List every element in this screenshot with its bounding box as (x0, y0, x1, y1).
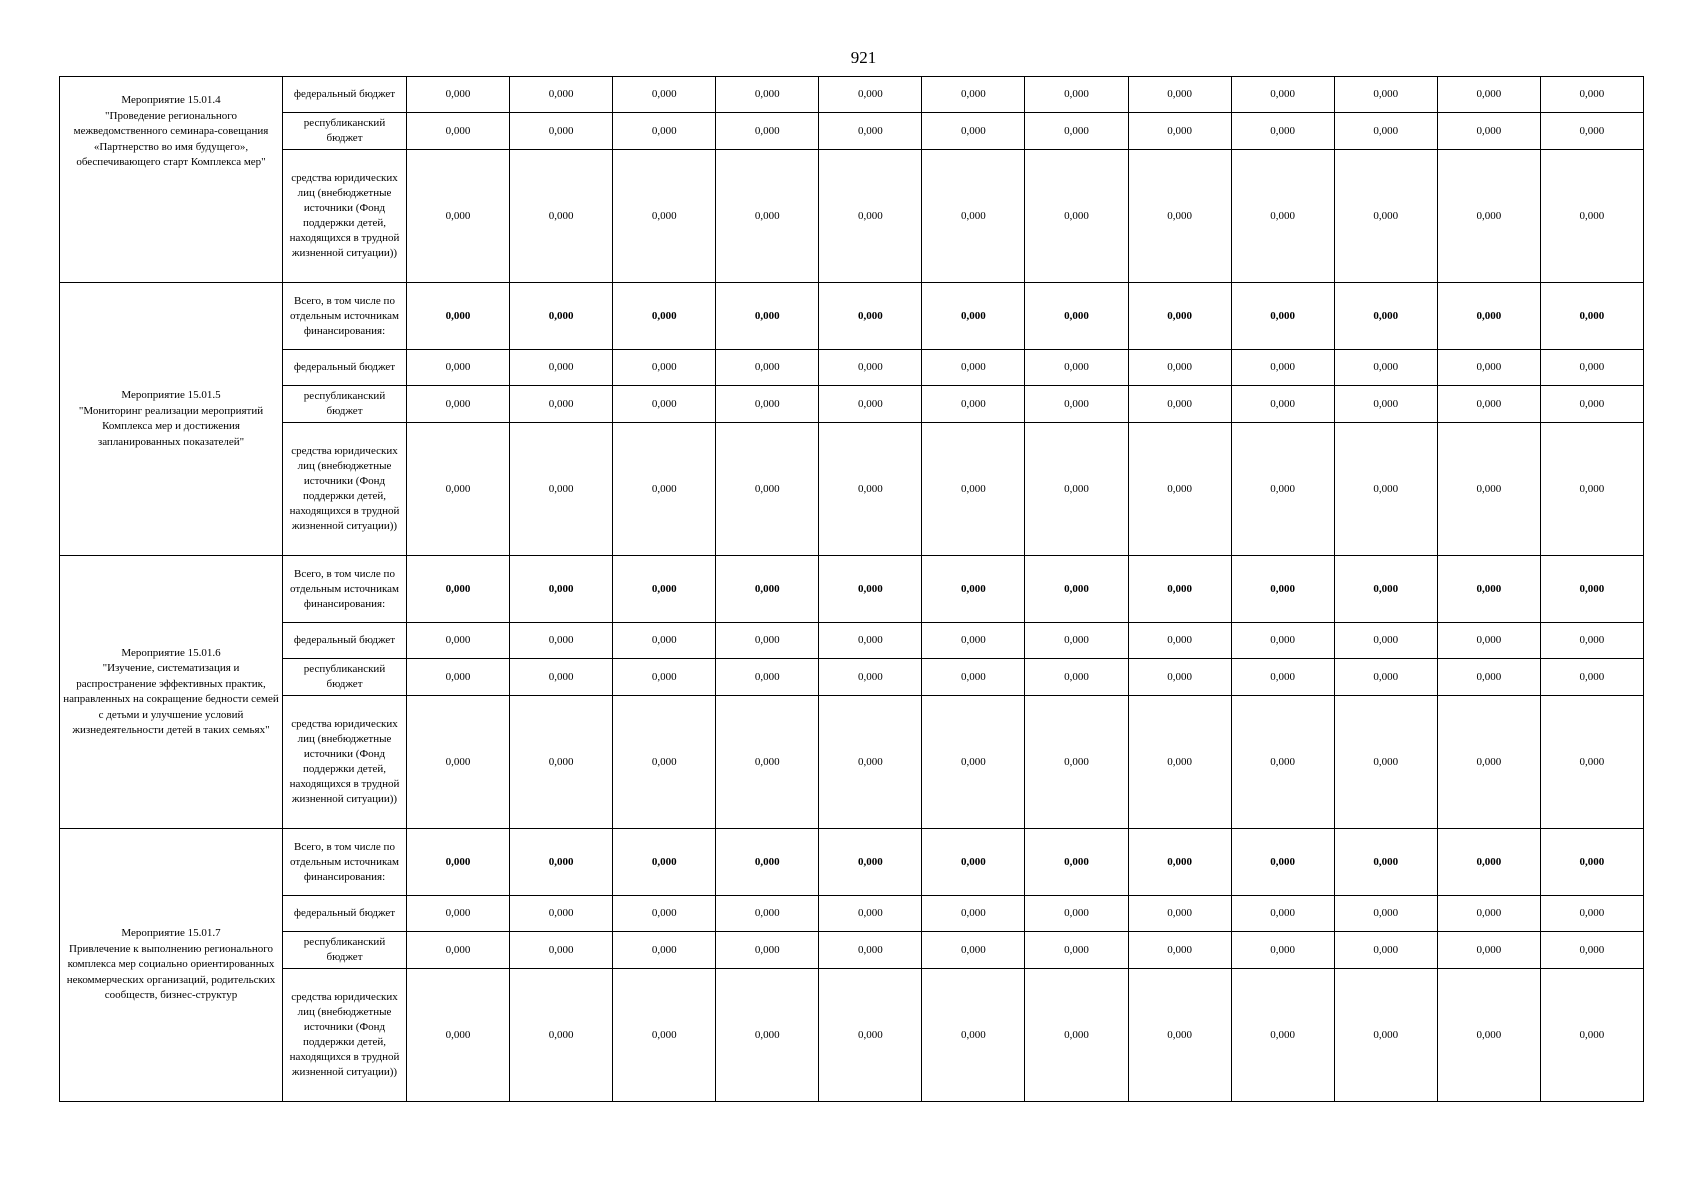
value-cell: 0,000 (1437, 113, 1540, 150)
value-cell: 0,000 (1334, 556, 1437, 623)
value-cell: 0,000 (613, 150, 716, 283)
value-cell: 0,000 (407, 556, 510, 623)
value-cell: 0,000 (922, 829, 1025, 896)
value-cell: 0,000 (1231, 350, 1334, 386)
table-row (60, 113, 1644, 150)
value-cell: 0,000 (510, 113, 613, 150)
value-cell: 0,000 (1231, 556, 1334, 623)
value-cell: 0,000 (819, 113, 922, 150)
value-cell: 0,000 (510, 659, 613, 696)
funding-source-cell: средства юридических лиц (внебюджетные источники (Фонд поддержки детей, находящихся в трудной жизненной ситуации)) (283, 696, 407, 829)
value-cell: 0,000 (1231, 659, 1334, 696)
value-cell: 0,000 (407, 623, 510, 659)
value-cell: 0,000 (1437, 556, 1540, 623)
value-cell: 0,000 (1540, 113, 1643, 150)
value-cell: 0,000 (1334, 386, 1437, 423)
event-code: Мероприятие 15.01.6 (121, 646, 221, 659)
value-cell: 0,000 (1128, 932, 1231, 969)
value-cell: 0,000 (407, 932, 510, 969)
value-cell: 0,000 (716, 829, 819, 896)
value-cell: 0,000 (1231, 829, 1334, 896)
table-row (60, 77, 1644, 113)
value-cell: 0,000 (613, 283, 716, 350)
funding-source-cell: Всего, в том числе по отдельным источникам финансирования: (283, 556, 407, 623)
value-cell: 0,000 (1437, 77, 1540, 113)
value-cell: 0,000 (407, 659, 510, 696)
value-cell: 0,000 (510, 623, 613, 659)
value-cell: 0,000 (1540, 932, 1643, 969)
value-cell: 0,000 (407, 350, 510, 386)
value-cell: 0,000 (1540, 150, 1643, 283)
table-row (60, 659, 1644, 696)
funding-table (59, 76, 1644, 1102)
value-cell: 0,000 (1025, 932, 1128, 969)
value-cell: 0,000 (510, 350, 613, 386)
value-cell: 0,000 (613, 696, 716, 829)
event-title: "Изучение, систематизация и распространение эффективных практик, направленных на сокращение бедности семей с детьми и улучшение условий жизнедеятельности детей в таких семьях" (63, 662, 279, 736)
funding-source-cell: республиканский бюджет (283, 932, 407, 969)
value-cell: 0,000 (1128, 386, 1231, 423)
value-cell: 0,000 (1025, 423, 1128, 556)
value-cell: 0,000 (1025, 556, 1128, 623)
value-cell: 0,000 (510, 150, 613, 283)
value-cell: 0,000 (1025, 659, 1128, 696)
value-cell: 0,000 (922, 932, 1025, 969)
value-cell: 0,000 (819, 77, 922, 113)
event-code: Мероприятие 15.01.4 (121, 94, 221, 106)
value-cell: 0,000 (1334, 896, 1437, 932)
value-cell: 0,000 (922, 350, 1025, 386)
value-cell: 0,000 (716, 623, 819, 659)
value-cell: 0,000 (1128, 423, 1231, 556)
value-cell: 0,000 (1231, 969, 1334, 1102)
table-row (60, 932, 1644, 969)
value-cell: 0,000 (1128, 113, 1231, 150)
value-cell: 0,000 (819, 350, 922, 386)
funding-source-cell: федеральный бюджет (283, 77, 407, 113)
value-cell: 0,000 (510, 932, 613, 969)
funding-source-cell: федеральный бюджет (283, 623, 407, 659)
value-cell: 0,000 (716, 932, 819, 969)
table-row (60, 829, 1644, 896)
table-row (60, 896, 1644, 932)
table-row (60, 150, 1644, 283)
table-row (60, 623, 1644, 659)
value-cell: 0,000 (716, 150, 819, 283)
value-cell: 0,000 (1231, 283, 1334, 350)
value-cell: 0,000 (613, 350, 716, 386)
page-number: 921 (850, 48, 877, 67)
value-cell: 0,000 (1540, 829, 1643, 896)
value-cell: 0,000 (407, 386, 510, 423)
value-cell: 0,000 (613, 77, 716, 113)
funding-source-cell: Всего, в том числе по отдельным источникам финансирования: (283, 283, 407, 350)
value-cell: 0,000 (922, 896, 1025, 932)
value-cell: 0,000 (1540, 386, 1643, 423)
value-cell: 0,000 (819, 659, 922, 696)
event-title: "Мониторинг реализации мероприятий Комплекса мер и достижения запланированных показателей" (78, 404, 264, 448)
value-cell: 0,000 (510, 829, 613, 896)
value-cell: 0,000 (1128, 350, 1231, 386)
value-cell: 0,000 (1025, 696, 1128, 829)
value-cell: 0,000 (613, 969, 716, 1102)
value-cell: 0,000 (1334, 77, 1437, 113)
value-cell: 0,000 (922, 623, 1025, 659)
value-cell: 0,000 (407, 829, 510, 896)
funding-source-cell: республиканский бюджет (283, 113, 407, 150)
value-cell: 0,000 (1231, 696, 1334, 829)
value-cell: 0,000 (1540, 350, 1643, 386)
value-cell: 0,000 (1437, 969, 1540, 1102)
value-cell: 0,000 (1025, 350, 1128, 386)
value-cell: 0,000 (922, 969, 1025, 1102)
funding-source-cell: средства юридических лиц (внебюджетные источники (Фонд поддержки детей, находящихся в трудной жизненной ситуации)) (283, 423, 407, 556)
value-cell: 0,000 (1540, 969, 1643, 1102)
value-cell: 0,000 (1025, 829, 1128, 896)
event-cell (60, 283, 283, 556)
value-cell: 0,000 (922, 659, 1025, 696)
table-row (60, 283, 1644, 350)
value-cell: 0,000 (510, 556, 613, 623)
value-cell: 0,000 (1437, 350, 1540, 386)
value-cell: 0,000 (1540, 623, 1643, 659)
value-cell: 0,000 (1231, 623, 1334, 659)
event-title: "Проведение регионального межведомственного семинара-совещания «Партнерство во имя будущего», обеспечивающего старт Комплекса мер" (73, 109, 269, 168)
table-row (60, 386, 1644, 423)
event-title: Привлечение к выполнению регионального комплекса мер социально ориентированных некоммерческих организаций, родительских сообществ, бизнес-структур (66, 942, 276, 1002)
funding-source-cell: средства юридических лиц (внебюджетные источники (Фонд поддержки детей, находящихся в трудной жизненной ситуации)) (283, 150, 407, 283)
value-cell: 0,000 (819, 386, 922, 423)
value-cell: 0,000 (1025, 113, 1128, 150)
value-cell: 0,000 (1128, 829, 1231, 896)
value-cell: 0,000 (716, 283, 819, 350)
value-cell: 0,000 (613, 659, 716, 696)
value-cell: 0,000 (1540, 896, 1643, 932)
value-cell: 0,000 (1437, 423, 1540, 556)
value-cell: 0,000 (1128, 896, 1231, 932)
value-cell: 0,000 (716, 350, 819, 386)
value-cell: 0,000 (1128, 556, 1231, 623)
value-cell: 0,000 (1128, 696, 1231, 829)
value-cell: 0,000 (613, 829, 716, 896)
value-cell: 0,000 (819, 896, 922, 932)
value-cell: 0,000 (510, 77, 613, 113)
value-cell: 0,000 (613, 556, 716, 623)
value-cell: 0,000 (407, 896, 510, 932)
value-cell: 0,000 (1025, 623, 1128, 659)
value-cell: 0,000 (716, 696, 819, 829)
value-cell: 0,000 (407, 696, 510, 829)
value-cell: 0,000 (922, 386, 1025, 423)
value-cell: 0,000 (1231, 113, 1334, 150)
value-cell: 0,000 (1334, 696, 1437, 829)
value-cell: 0,000 (1540, 659, 1643, 696)
value-cell: 0,000 (922, 696, 1025, 829)
value-cell: 0,000 (1437, 150, 1540, 283)
value-cell: 0,000 (1128, 150, 1231, 283)
value-cell: 0,000 (1334, 969, 1437, 1102)
value-cell: 0,000 (1128, 283, 1231, 350)
value-cell: 0,000 (1334, 113, 1437, 150)
value-cell: 0,000 (1231, 932, 1334, 969)
value-cell: 0,000 (1025, 386, 1128, 423)
table-row (60, 423, 1644, 556)
value-cell: 0,000 (510, 896, 613, 932)
value-cell: 0,000 (1437, 696, 1540, 829)
value-cell: 0,000 (716, 556, 819, 623)
value-cell: 0,000 (1437, 623, 1540, 659)
funding-source-cell: республиканский бюджет (283, 386, 407, 423)
value-cell: 0,000 (1334, 829, 1437, 896)
value-cell: 0,000 (1437, 386, 1540, 423)
value-cell: 0,000 (819, 969, 922, 1102)
value-cell: 0,000 (716, 659, 819, 696)
value-cell: 0,000 (819, 932, 922, 969)
value-cell: 0,000 (1231, 896, 1334, 932)
value-cell: 0,000 (922, 113, 1025, 150)
table-row (60, 556, 1644, 623)
value-cell: 0,000 (1334, 423, 1437, 556)
event-cell (60, 829, 283, 1102)
value-cell: 0,000 (922, 150, 1025, 283)
value-cell: 0,000 (716, 77, 819, 113)
value-cell: 0,000 (1128, 659, 1231, 696)
value-cell: 0,000 (1334, 350, 1437, 386)
value-cell: 0,000 (716, 113, 819, 150)
value-cell: 0,000 (1437, 896, 1540, 932)
value-cell: 0,000 (1437, 932, 1540, 969)
value-cell: 0,000 (1540, 283, 1643, 350)
event-code: Мероприятие 15.01.5 (121, 389, 221, 401)
value-cell: 0,000 (716, 386, 819, 423)
funding-source-cell: федеральный бюджет (283, 350, 407, 386)
value-cell: 0,000 (613, 386, 716, 423)
value-cell: 0,000 (510, 696, 613, 829)
value-cell: 0,000 (510, 283, 613, 350)
value-cell: 0,000 (1128, 77, 1231, 113)
value-cell: 0,000 (1128, 969, 1231, 1102)
event-code: Мероприятие 15.01.7 (121, 927, 221, 940)
value-cell: 0,000 (613, 623, 716, 659)
value-cell: 0,000 (922, 77, 1025, 113)
value-cell: 0,000 (1231, 386, 1334, 423)
value-cell: 0,000 (613, 423, 716, 556)
value-cell: 0,000 (613, 932, 716, 969)
value-cell: 0,000 (922, 423, 1025, 556)
value-cell: 0,000 (1231, 423, 1334, 556)
value-cell: 0,000 (716, 969, 819, 1102)
value-cell: 0,000 (819, 150, 922, 283)
value-cell: 0,000 (1540, 423, 1643, 556)
table-row (60, 350, 1644, 386)
funding-source-cell: республиканский бюджет (283, 659, 407, 696)
value-cell: 0,000 (1437, 283, 1540, 350)
table-row (60, 969, 1644, 1102)
value-cell: 0,000 (1540, 696, 1643, 829)
value-cell: 0,000 (819, 623, 922, 659)
value-cell: 0,000 (1540, 556, 1643, 623)
value-cell: 0,000 (407, 150, 510, 283)
value-cell: 0,000 (1231, 150, 1334, 283)
value-cell: 0,000 (819, 423, 922, 556)
value-cell: 0,000 (922, 556, 1025, 623)
value-cell: 0,000 (510, 423, 613, 556)
value-cell: 0,000 (510, 969, 613, 1102)
value-cell: 0,000 (1334, 932, 1437, 969)
funding-source-cell: средства юридических лиц (внебюджетные источники (Фонд поддержки детей, находящихся в трудной жизненной ситуации)) (283, 969, 407, 1102)
value-cell: 0,000 (1540, 77, 1643, 113)
value-cell: 0,000 (407, 969, 510, 1102)
value-cell: 0,000 (407, 77, 510, 113)
value-cell: 0,000 (1025, 969, 1128, 1102)
table-row (60, 696, 1644, 829)
value-cell: 0,000 (407, 423, 510, 556)
value-cell: 0,000 (613, 113, 716, 150)
value-cell: 0,000 (1025, 896, 1128, 932)
value-cell: 0,000 (1334, 150, 1437, 283)
value-cell: 0,000 (716, 896, 819, 932)
value-cell: 0,000 (1334, 623, 1437, 659)
value-cell: 0,000 (819, 556, 922, 623)
value-cell: 0,000 (1025, 283, 1128, 350)
value-cell: 0,000 (613, 896, 716, 932)
value-cell: 0,000 (510, 386, 613, 423)
value-cell: 0,000 (1128, 623, 1231, 659)
value-cell: 0,000 (1231, 77, 1334, 113)
funding-source-cell: федеральный бюджет (283, 896, 407, 932)
value-cell: 0,000 (1025, 77, 1128, 113)
event-cell (60, 77, 283, 283)
event-cell (60, 556, 283, 829)
value-cell: 0,000 (1334, 659, 1437, 696)
value-cell: 0,000 (407, 113, 510, 150)
value-cell: 0,000 (407, 283, 510, 350)
value-cell: 0,000 (1437, 659, 1540, 696)
value-cell: 0,000 (716, 423, 819, 556)
funding-source-cell: Всего, в том числе по отдельным источникам финансирования: (283, 829, 407, 896)
value-cell: 0,000 (819, 696, 922, 829)
value-cell: 0,000 (1437, 829, 1540, 896)
value-cell: 0,000 (819, 829, 922, 896)
value-cell: 0,000 (819, 283, 922, 350)
value-cell: 0,000 (1334, 283, 1437, 350)
value-cell: 0,000 (1025, 150, 1128, 283)
value-cell: 0,000 (922, 283, 1025, 350)
